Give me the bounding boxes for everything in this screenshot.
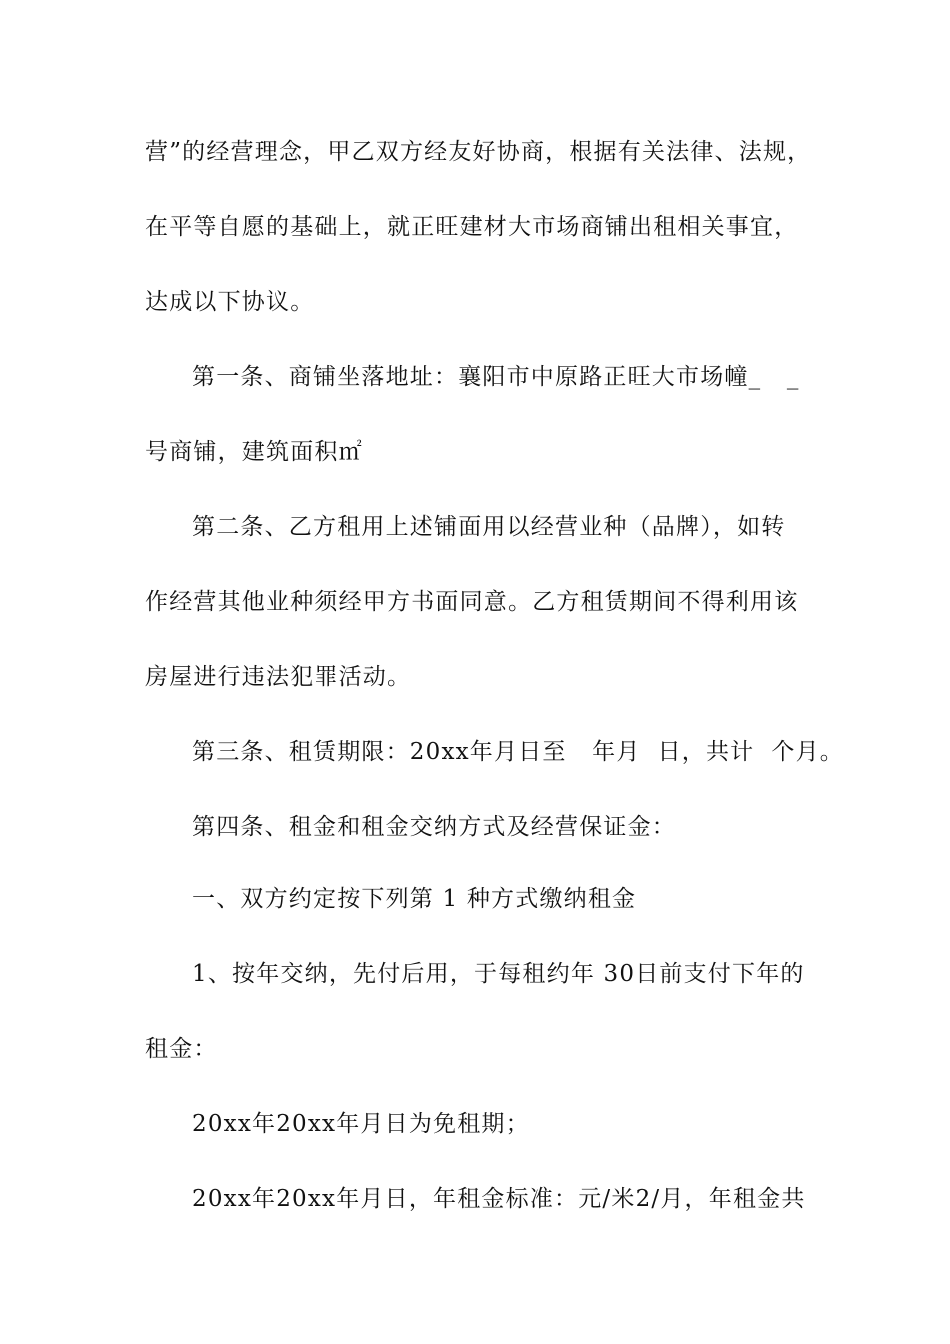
article-1-line: 第一条、商铺坐落地址：襄阳市中原路正旺大市场幢_ _ [192, 364, 800, 390]
article-4-line: 第四条、租金和租金交纳方式及经营保证金： [192, 814, 676, 840]
paragraph-line: 营”的经营理念，甲乙双方经友好协商，根据有关法律、法规， [145, 139, 812, 165]
rent-standard-line: 20xx年20xx年月日，年租金标准：元/米2/月，年租金共 [192, 1186, 806, 1212]
item-1-line: 1、按年交纳，先付后用，于每租约年 30日前支付下年的 [192, 961, 805, 987]
paragraph-line: 达成以下协议。 [145, 289, 315, 315]
paragraph-line: 在平等自愿的基础上，就正旺建材大市场商铺出租相关事宜， [145, 214, 799, 240]
paragraph-line: 租金： [145, 1036, 218, 1062]
paragraph-line: 房屋进行违法犯罪活动。 [145, 664, 412, 690]
article-2-line: 第二条、乙方租用上述铺面用以经营业种（品牌），如转 [192, 514, 786, 540]
article-3-line: 第三条、租赁期限：20xx年月日至 年月 日，共计 个月。 [192, 739, 844, 765]
clause-1-line: 一、双方约定按下列第 1 种方式缴纳租金 [192, 886, 637, 912]
paragraph-line: 作经营其他业种须经甲方书面同意。乙方租赁期间不得利用该 [145, 589, 799, 615]
paragraph-line: 号商铺，建筑面积㎡ [145, 439, 363, 465]
rent-free-period-line: 20xx年20xx年月日为免租期； [192, 1111, 530, 1137]
